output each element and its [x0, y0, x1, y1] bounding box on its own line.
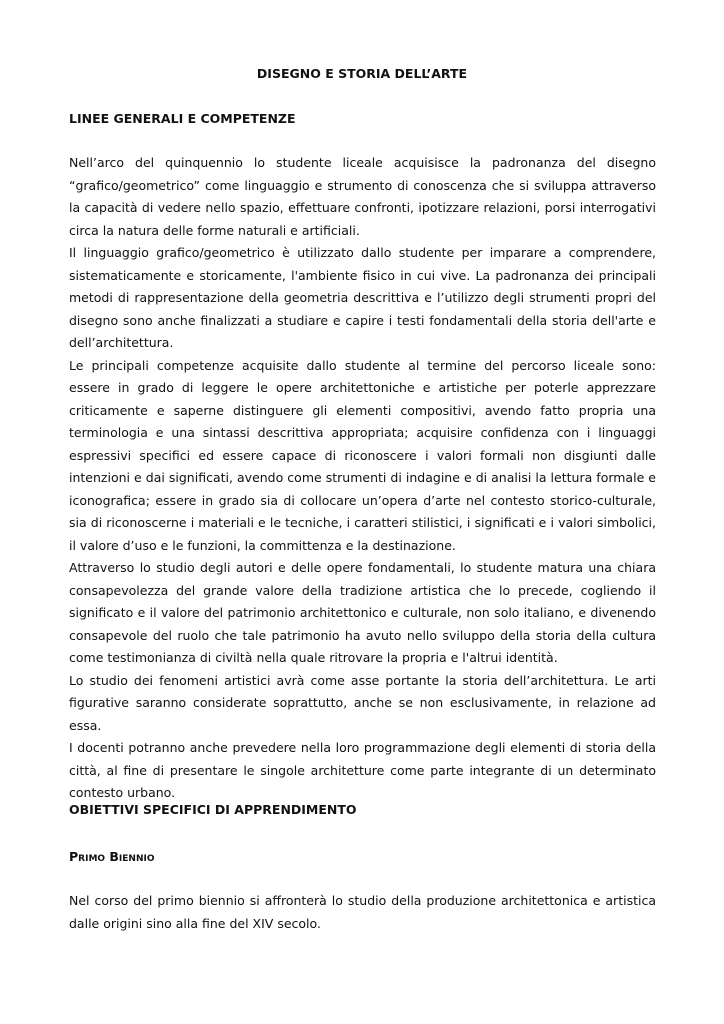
- paragraph: I docenti potranno anche prevedere nella loro programmazione degli elementi di storia della città, al fine di presentare le singole architetture come parte integrante di un determinato contesto urbano.: [69, 740, 656, 800]
- paragraph: Lo studio dei fenomeni artistici avrà come asse portante la storia dell’architettura. Le arti figurative saranno considerate soprattutto, anche se non esclusivamente, in relazione ad essa.: [69, 672, 656, 733]
- paragraph: Nell’arco del quinquennio lo studente liceale acquisisce la padronanza del disegno “grafico/geometrico” come linguaggio e strumento di conoscenza che si sviluppa attraverso la capacità di vedere nello spazio, effettuare confronti, ipotizzare relazioni, porsi interrogativi circa la natura delle forme naturali e artificiali.: [69, 155, 656, 238]
- subsection-heading-primo-biennio: Primo Biennio: [69, 849, 155, 864]
- section-heading-linee-generali: LINEE GENERALI E COMPETENZE: [69, 111, 296, 126]
- document-title: DISEGNO E STORIA DELL’ARTE: [256, 66, 468, 81]
- paragraph: Nel corso del primo biennio si affronterà lo studio della produzione architettonica e artistica dalle origini sino alla fine del XIV secolo.: [69, 893, 656, 931]
- paragraph: Le principali competenze acquisite dallo studente al termine del percorso liceale sono: essere in grado di leggere le opere architettoniche e artistiche per poterle apprezzare criticamente e saperne distinguere gli elementi compositivi, avendo fatto propria una terminologia e una sintassi descrittiva appropriata; acquisire confidenza con i linguaggi espressivi specifici ed essere capace di riconoscere i valori formali non disgiunti dalle intenzioni e dai significati, avendo come strumenti di indagine e di analisi la lettura formale e iconografica; essere in grado sia di collocare un’opera d’arte nel contesto storico-culturale, sia di riconoscerne i materiali e le tecniche, i caratteri stilistici, i significati e i valori simbolici, il valore d’uso e le funzioni, la committenza e la destinazione.: [69, 357, 656, 553]
- section-body-linee-generali: [69, 152, 656, 805]
- paragraph: Attraverso lo studio degli autori e delle opere fondamentali, lo studente matura una chiara consapevolezza del grande valore della tradizione artistica che lo precede, cogliendo il significato e il valore del patrimonio architettonico e culturale, non solo italiano, e divenendo consapevole del ruolo che tale patrimonio ha avuto nello sviluppo della storia della cultura come testimonianza di civiltà nella quale ritrovare la propria e l'altrui identità.: [69, 560, 656, 665]
- section-body-primo-biennio: [69, 890, 656, 935]
- section-heading-obiettivi: OBIETTIVI SPECIFICI DI APPRENDIMENTO: [69, 802, 357, 817]
- paragraph: Il linguaggio grafico/geometrico è utilizzato dallo studente per imparare a comprendere, sistematicamente e storicamente, l'ambiente fisico in cui vive. La padronanza dei principali metodi di rappresentazione della geometria descrittiva e l’utilizzo degli strumenti propri del disegno sono anche finalizzati a studiare e capire i testi fondamentali della storia dell'arte e dell’architettura.: [69, 245, 656, 350]
